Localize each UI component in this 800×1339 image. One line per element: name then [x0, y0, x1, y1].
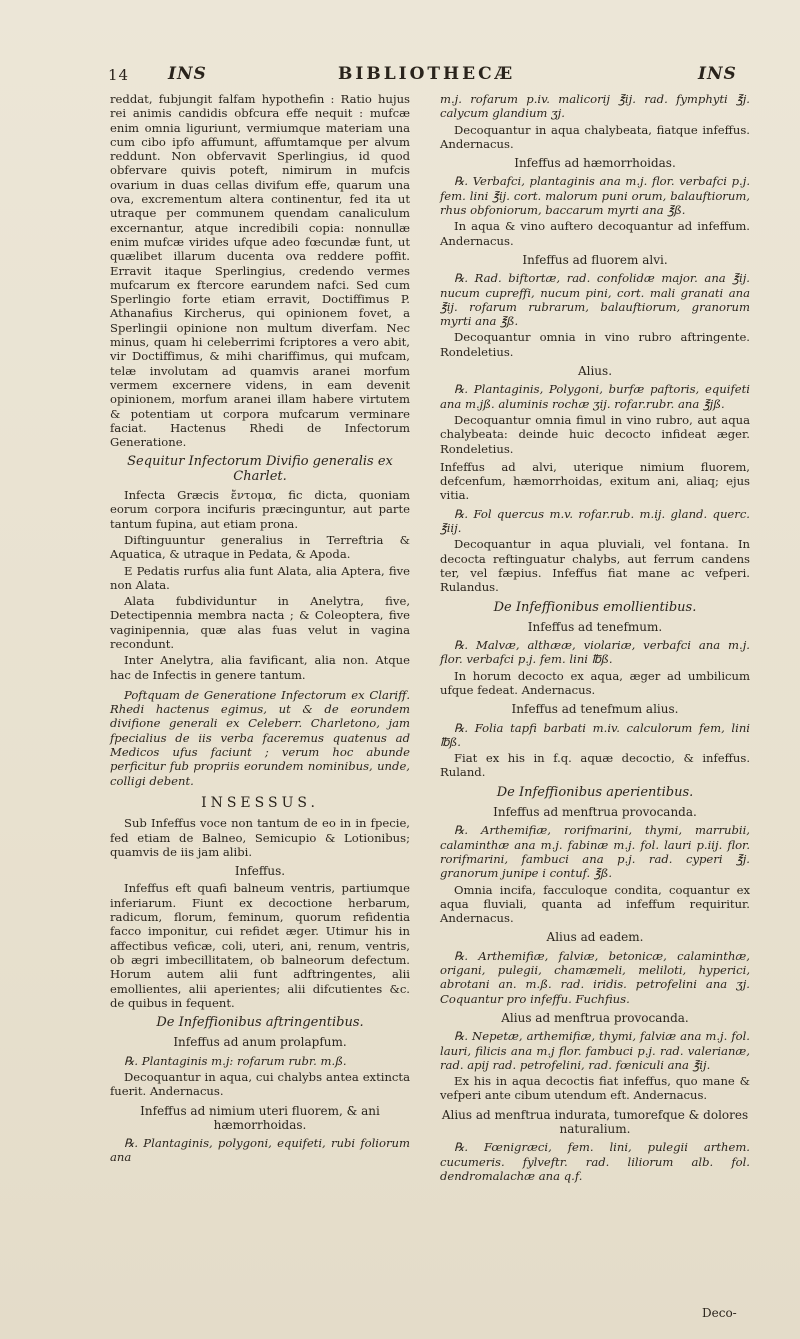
- paragraph: Alata fubdividuntur in Anelytra, five, Detectipennia membra nacta ; & Coleoptera, five vaginipennia, quæ alas fuas velut in vagina recondunt.: [110, 594, 410, 651]
- recipe-heading: Alius.: [577, 364, 613, 379]
- right-column: [440, 92, 750, 1185]
- paragraph: In aqua & vino auftero decoquantur ad infeffum. Andernacus.: [440, 219, 750, 248]
- section-heading: De Infeffionibus aperientibus.: [496, 784, 694, 800]
- paragraph: Sub Infeffus voce non tantum de eo in in fpecie, fed etiam de Balneo, Semicupio & Lotionibus; quamvis de iis jam alibi.: [110, 816, 410, 859]
- section-heading: De Infeffionibus aftringentibus.: [156, 1015, 364, 1031]
- paragraph: Inter Anelytra, alia favificant, alia non. Atque hac de Infectis in genere tantum.: [110, 653, 410, 682]
- recipe: ℞. Verbafci, plantaginis ana m.j. flor. verbafci p.j. fem. lini ℥ij. cort. malorum puni orum, balauftiorum, rhus obfoniorum, baccarum myrti ana ℥ß.: [440, 174, 750, 218]
- section-heading: Sequitur Infectorum Divifio generalis ex Charlet.: [127, 454, 393, 484]
- recipe: ℞. Folia tapfi barbati m.iv. calculorum fem, lini ℔ß.: [440, 720, 750, 749]
- recipe-heading: Infeffus ad hæmorrhoidas.: [514, 156, 676, 171]
- header-title: BIBLIOTHECÆ: [338, 64, 516, 84]
- header-right-tag: INS: [698, 64, 737, 84]
- section-heading: INSESSUS.: [201, 794, 319, 811]
- paragraph: Infeffus eft quafi balneum ventris, partiumque inferiarum. Fiunt ex decoctione herbarum, radicum, florum, feminum, quorum refidentia facco imponitur, cui refidet æger. Utimur his in affectibus veficæ, coli, uteri, ani, renum, ventris, ob ægri imbecillitatem, ob balneorum defectum. Horum autem alii funt adftringentes, alii emollientes, alii aperientes; alii difcutientes &c. de quibus in fequent.: [110, 881, 410, 1010]
- left-column: [110, 92, 410, 1167]
- paragraph: Ex his in aqua decoctis fiat infeffus, quo mane & vefperi ante cibum utendum eft. Andernacus.: [440, 1074, 750, 1103]
- recipe-heading: Infeffus ad nimium uteri fluorem, & ani hæmorrhoidas.: [140, 1103, 380, 1132]
- recipe-heading: Alius ad menftrua provocanda.: [501, 1010, 689, 1025]
- recipe-heading: Alius ad menftrua indurata, tumorefque & dolores naturalium.: [441, 1107, 749, 1136]
- paragraph: Infeffus ad alvi, uterique nimium fluorem, defcenfum, hæmorrhoidas, exitum ani, aliaq; ejus vitia.: [440, 459, 750, 503]
- recipe: ℞. Plantaginis m.j: rofarum rubr. m.ß.: [124, 1053, 347, 1068]
- recipe-heading: Infeffus ad anum prolapfum.: [173, 1035, 347, 1050]
- header-left-tag: INS: [168, 64, 207, 84]
- paragraph: Omnia incifa, facculoque condita, coquantur ex aqua fluviali, quanta ad infeffum requiritur. Andernacus.: [440, 882, 750, 926]
- paragraph: Infecta Græcis ἔντομα, fic dicta, quoniam eorum corpora incifuris præcinguntur, aut parte tantum fupina, aut etiam prona.: [110, 488, 410, 531]
- recipe: ℞. Arthemifiæ, falviæ, betonicæ, calaminthæ, origani, pulegii, chamæmeli, meliloti, hyperici, abrotani an. m.ß. rad. iridis. petrofelini ana ʒj. Coquantur pro infeffu. Fuchfius.: [440, 948, 750, 1006]
- paragraph: Decoquantur omnia in vino rubro aftringente. Rondeletius.: [440, 330, 750, 359]
- catchword: Deco-: [702, 1306, 737, 1320]
- paragraph: Decoquantur in aqua, cui chalybs antea extincta fuerit. Andernacus.: [110, 1070, 410, 1099]
- paragraph: Diftinguuntur generalius in Terreftria & Aquatica, & utraque in Pedata, & Apoda.: [110, 532, 410, 562]
- recipe-heading: Infeffus ad menftrua provocanda.: [493, 805, 697, 820]
- paragraph: In horum decocto ex aqua, æger ad umbilicum ufque fedeat. Andernacus.: [440, 668, 750, 697]
- recipe-heading: Alius ad eadem.: [546, 930, 644, 945]
- paragraph: reddat, fubjungit falfam hypothefin : Ratio hujus rei animis candidis obfcura effe nequit : mufcæ enim omnia liguriunt, vermiumque materiam una cum cibo ipfo affumunt, affumtamque per alvum reddunt. Non obfervavit Sperlingius, id quod obfervare quivis poteft, nimirum in mufcis ovarium in duas cellas divifum effe, quarum una ova, excrementum altera continentur, fed ita ut utraque per communem quendam canaliculum excernantur, atque incredibili copia: nonnullæ enim mufcæ virides ufque adeo fœcundæ funt, ut quælibet illarum ducenta ova reddere poffit. Erravit itaque Sperlingius, credendo vermes mufcarum ex ftercore earundem nafci. Sed cum Sperlingio forte etiam erravit, Doctiffimus P. Athanafius Kircherus, qui opinionem fovet, a Sperlingii opinione non multum diverfam. Nec minus, quam hi celeberrimi fcriptores a vero abit, vir Doctiffimus, & mihi chariffimus, qui mufcam, telæ involutam ad quamvis aranei morfum vermem excernere videns, in eam devenit opinionem, morfum aranei illam habere virtutem & potentiam ut corpora mufcarum verminare faciat. Hactenus Rhedi de Infectorum Generatione.: [110, 92, 410, 450]
- recipe-heading: Infeffus ad tenefmum alius.: [511, 702, 679, 717]
- paragraph: Decoquantur omnia fimul in vino rubro, aut aqua chalybeata: deinde huic decocto infideat æger. Rondeletius.: [440, 412, 750, 456]
- recipe-heading: Infeffus ad fluorem alvi.: [522, 252, 668, 267]
- recipe: ℞. Plantaginis, polygoni, equifeti, rubi foliorum ana: [110, 1136, 410, 1165]
- page-number: 14: [108, 66, 130, 84]
- section-heading: Infeffus.: [234, 864, 286, 879]
- recipe: ℞. Fœnigræci, fem. lini, pulegii arthem. cucumeris. fylveftr. rad. liliorum alb. fol. dendromalachæ ana q.f.: [440, 1140, 750, 1183]
- recipe: ℞. Rad. biftortæ, rad. confolidæ major. ana ℥ij. nucum cupreffi, nucum pini, cort. mali granati ana ℥ij. rofarum rubrarum, balauftiorum, granorum myrti ana ℥ß.: [440, 271, 750, 329]
- running-header: [108, 64, 768, 90]
- recipe: ℞. Nepetæ, arthemifiæ, thymi, falviæ ana m.j. fol. lauri, filicis ana m.j flor. fambuci p.j. rad. valerianæ, rad. apij rad. petrofelini, rad. fœniculi ana ℥ij.: [440, 1029, 750, 1072]
- paragraph: Decoquantur in aqua pluviali, vel fontana. In decocta reftinguatur chalybs, aut ferrum candens ter, vel fæpius. Infeffus fiat mane ac vefperi. Rulandus.: [440, 537, 750, 595]
- recipe: ℞. Plantaginis, Polygoni, burfæ paftoris, equifeti ana m.jß. aluminis rochæ ʒij. rofar.rubr. ana ℥jß.: [440, 382, 750, 411]
- paragraph: E Pedatis rurfus alia funt Alata, alia Aptera, five non Alata.: [110, 563, 410, 592]
- recipe: ℞. Malvæ, althææ, violariæ, verbafci ana m.j. flor. verbafci p.j. fem. lini ℔ß.: [440, 638, 750, 667]
- recipe-heading: Infeffus ad tenefmum.: [527, 619, 663, 634]
- recipe: m.j. rofarum p.iv. malicorij ℥ij. rad. fymphyti ℥j. calycum glandium ʒj.: [440, 92, 750, 121]
- paragraph: Decoquantur in aqua chalybeata, fiatque infeffus. Andernacus.: [440, 122, 750, 151]
- recipe: ℞. Arthemifiæ, rorifmarini, thymi, marrubii, calaminthæ ana m.j. fabinæ m.j. fol. lauri p.iij. flor. rorifmarini, fambuci ana p.j. rad. cyperi ℥j. granorum junipe i contuf. ℥ß.: [440, 823, 750, 881]
- recipe: ℞. Fol quercus m.v. rofar.rub. m.ij. gland. querc. ℥iij.: [440, 506, 750, 536]
- paragraph: Fiat ex his in f.q. aquæ decoctio, & infeffus. Ruland.: [440, 751, 750, 780]
- section-heading: De Infeffionibus emollientibus.: [493, 599, 697, 615]
- paragraph: Poftquam de Generatione Infectorum ex Clariff. Rhedi hactenus egimus, ut & de eorundem divifione generali ex Celeberr. Charletono, jam fpecialius de iis verba faceremus quatenus ad Medicos ufus faciunt ; verum hoc abunde perficitur fub propriis eorundem nominibus, unde, colligi debent.: [110, 687, 410, 788]
